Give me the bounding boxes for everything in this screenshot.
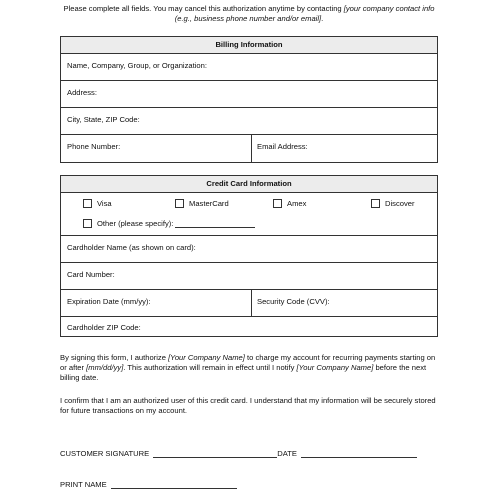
signature-row	[60, 448, 417, 458]
address-label: Address:	[67, 88, 97, 97]
email-field[interactable]	[251, 135, 437, 162]
print-name-line[interactable]	[111, 479, 237, 489]
other-row	[61, 215, 437, 236]
print-name-label: PRINT NAME	[60, 480, 107, 489]
billing-title: Billing Information	[61, 37, 437, 54]
expiration-label: Expiration Date (mm/yy):	[67, 297, 151, 306]
instructions-text: Please complete all fields. You may cancel this authorization anytime by contacting [your company contact info (e.g., business phone number and/or email].	[63, 4, 435, 23]
expiry-row	[61, 290, 437, 317]
card-type-row	[61, 193, 437, 215]
card-number-field[interactable]	[61, 263, 437, 290]
checkbox-icon	[175, 199, 184, 208]
checkbox-icon	[273, 199, 282, 208]
other-specify-line[interactable]	[175, 219, 255, 228]
security-code-label: Security Code (CVV):	[257, 297, 330, 306]
card-number-label: Card Number:	[67, 270, 115, 279]
other-checkbox[interactable]	[83, 219, 255, 228]
visa-label: Visa	[97, 199, 112, 208]
print-name-row	[60, 479, 237, 489]
cardholder-zip-label: Cardholder ZIP Code:	[67, 323, 141, 332]
visa-checkbox[interactable]	[83, 199, 112, 208]
mastercard-label: MasterCard	[189, 199, 229, 208]
company-name-placeholder-2: [Your Company Name]	[296, 363, 374, 372]
city-label: City, State, ZIP Code:	[67, 115, 140, 124]
address-field[interactable]	[61, 81, 437, 108]
date-line[interactable]	[301, 448, 417, 458]
cardholder-label: Cardholder Name (as shown on card):	[67, 243, 196, 252]
company-name-placeholder: [Your Company Name]	[168, 353, 245, 362]
amex-checkbox[interactable]	[273, 199, 306, 208]
discover-label: Discover	[385, 199, 415, 208]
email-label: Email Address:	[257, 142, 308, 151]
credit-card-section	[60, 175, 438, 337]
cardholder-field[interactable]	[61, 236, 437, 263]
phone-field[interactable]	[61, 135, 252, 162]
customer-signature-label: CUSTOMER SIGNATURE	[60, 449, 150, 458]
cardholder-zip-field[interactable]	[61, 317, 437, 337]
authorization-paragraph: By signing this form, I authorize [Your Company Name] to charge my account for recurring payments starting on or after [mm/dd/yy]. This authorization will remain in effect until I notify [Your Company Name] before the next billing date.	[60, 353, 436, 382]
start-date-placeholder: [mm/dd/yy]	[86, 363, 124, 372]
contact-row	[61, 135, 437, 162]
amex-label: Amex	[287, 199, 307, 208]
company-contact-placeholder: [your company contact info (e.g., business phone number and/or email]	[174, 4, 435, 23]
billing-section	[60, 36, 438, 163]
date-label: DATE	[277, 449, 297, 458]
checkbox-icon	[83, 219, 92, 228]
name-field[interactable]	[61, 54, 437, 81]
name-label: Name, Company, Group, or Organization:	[67, 61, 207, 70]
discover-checkbox[interactable]	[371, 199, 415, 208]
city-field[interactable]	[61, 108, 437, 135]
mastercard-checkbox[interactable]	[175, 199, 229, 208]
checkbox-icon	[83, 199, 92, 208]
checkbox-icon	[371, 199, 380, 208]
customer-signature-line[interactable]	[153, 448, 277, 458]
credit-card-title: Credit Card Information	[61, 176, 437, 193]
confirmation-paragraph: I confirm that I am an authorized user of this credit card. I understand that my information will be securely stored for future transactions on my account.	[60, 396, 436, 415]
phone-label: Phone Number:	[67, 142, 121, 151]
security-code-field[interactable]	[251, 290, 437, 316]
expiration-field[interactable]	[61, 290, 252, 316]
other-label: Other (please specify):	[97, 219, 174, 228]
